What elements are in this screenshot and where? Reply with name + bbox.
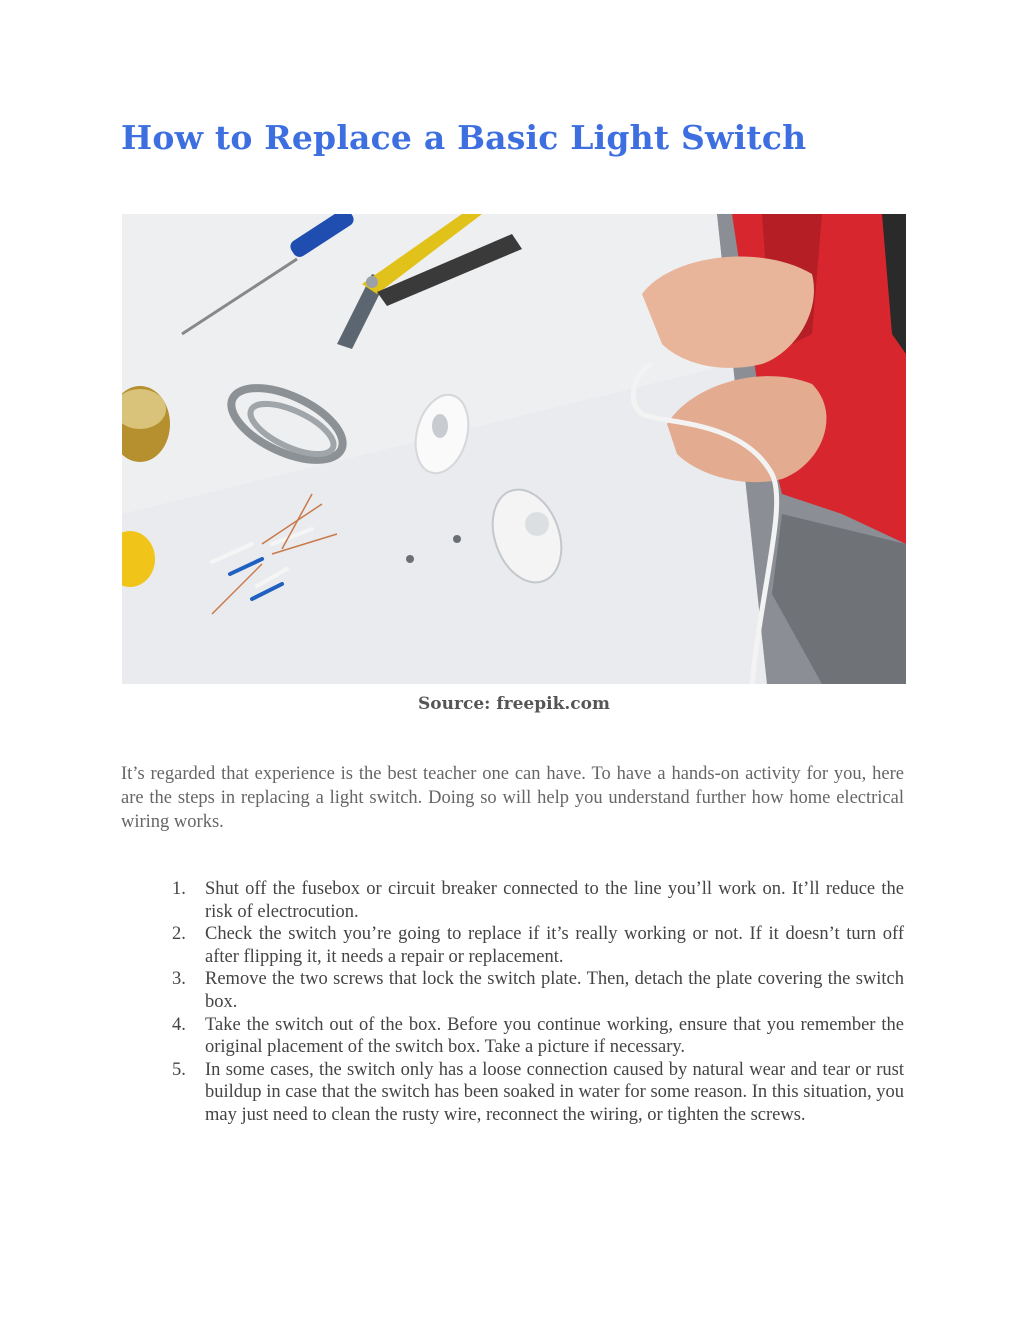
steps-list bbox=[172, 878, 904, 1127]
list-item bbox=[172, 1014, 904, 1059]
image-caption: Source: freepik.com bbox=[418, 694, 610, 714]
step-number: 5. bbox=[172, 1059, 186, 1080]
list-item bbox=[172, 1059, 904, 1127]
intro-paragraph: It’s regarded that experience is the best teacher one can have. To have a hands-on activity for you, here are the steps in replacing a light switch. Doing so will help you understand further how home electrical wiring works. bbox=[121, 764, 904, 832]
photo-illustration bbox=[122, 214, 906, 684]
article-title: How to Replace a Basic Light Switch bbox=[121, 118, 807, 157]
step-number: 3. bbox=[172, 969, 186, 990]
list-item bbox=[172, 923, 904, 968]
step-text: Remove the two screws that lock the switch plate. Then, detach the plate covering the switch box. bbox=[205, 969, 904, 1012]
step-text: Take the switch out of the box. Before you continue working, ensure that you remember the original placement of the switch box. Take a picture if necessary. bbox=[205, 1014, 904, 1058]
article-photo bbox=[122, 214, 906, 684]
step-text: In some cases, the switch only has a loose connection caused by natural wear and tear or rust buildup in case that the switch has been soaked in water for some reason. In this situation, you may just need to clean the rusty wire, reconnect the wiring, or tighten the screws. bbox=[205, 1059, 904, 1125]
step-text: Shut off the fusebox or circuit breaker connected to the line you’ll work on. It’ll reduce the risk of electrocution. bbox=[205, 879, 904, 922]
step-text: Check the switch you’re going to replace if it’s really working or not. If it doesn’t turn off after flipping it, it needs a repair or replacement. bbox=[205, 924, 904, 967]
list-item bbox=[172, 878, 904, 923]
step-number: 1. bbox=[172, 879, 186, 899]
list-item bbox=[172, 968, 904, 1013]
step-number: 4. bbox=[172, 1014, 186, 1035]
step-number: 2. bbox=[172, 924, 186, 945]
